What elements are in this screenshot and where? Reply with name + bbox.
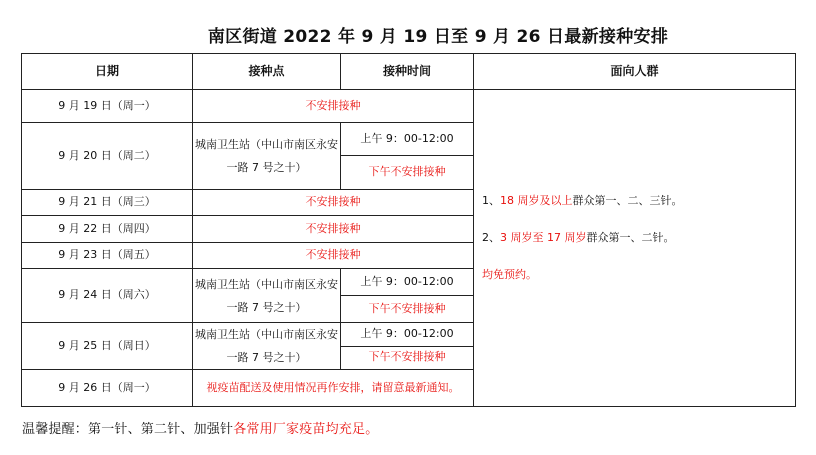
site-address: 城南卫生站（中山市南区永安一路 7 号之十） xyxy=(193,269,341,323)
pending-notice: 视疫苗配送及使用情况再作安排，请留意最新通知。 xyxy=(193,370,474,407)
header-time: 接种时间 xyxy=(341,54,474,90)
afternoon-note: 下午不安排接种 xyxy=(341,296,474,323)
reminder-highlight: 各常用厂家疫苗均充足。 xyxy=(233,422,379,437)
afternoon-note: 下午不安排接种 xyxy=(341,346,474,370)
row-date: 9 月 25 日（周日） xyxy=(22,323,193,370)
afternoon-note: 下午不安排接种 xyxy=(341,156,474,190)
audience-cell xyxy=(474,90,796,407)
morning-time: 上午 9：00-12:00 xyxy=(341,323,474,347)
row-date: 9 月 23 日（周五） xyxy=(22,243,193,269)
morning-time: 上午 9：00-12:00 xyxy=(341,269,474,296)
audience-line-2: 2、3 周岁至 17 周岁群众第一、二针。 xyxy=(482,230,675,244)
reminder-label: 温馨提醒：第一针、第二针、加强针 xyxy=(22,422,234,437)
no-vaccination-note: 不安排接种 xyxy=(193,90,474,123)
header-date: 日期 xyxy=(22,54,193,90)
header-audience: 面向人群 xyxy=(474,54,796,90)
site-address: 城南卫生站（中山市南区永安一路 7 号之十） xyxy=(193,323,341,370)
row-date: 9 月 24 日（周六） xyxy=(22,269,193,323)
no-vaccination-note: 不安排接种 xyxy=(193,216,474,243)
reminder-note xyxy=(22,418,378,437)
morning-time: 上午 9：00-12:00 xyxy=(341,123,474,156)
header-site: 接种点 xyxy=(193,54,341,90)
row-date: 9 月 20 日（周二） xyxy=(22,123,193,190)
table-row xyxy=(22,90,796,123)
row-date: 9 月 22 日（周四） xyxy=(22,216,193,243)
schedule-table xyxy=(21,53,796,407)
row-date: 9 月 21 日（周三） xyxy=(22,190,193,216)
audience-line-1: 1、18 周岁及以上群众第一、二、三针。 xyxy=(482,193,683,207)
site-address: 城南卫生站（中山市南区永安一路 7 号之十） xyxy=(193,123,341,190)
page-title: 南区街道 2022 年 9 月 19 日至 9 月 26 日最新接种安排 xyxy=(207,27,669,47)
row-date: 9 月 19 日（周一） xyxy=(22,90,193,123)
audience-line-3: 均免预约。 xyxy=(482,267,537,281)
row-date: 9 月 26 日（周一） xyxy=(22,370,193,407)
no-vaccination-note: 不安排接种 xyxy=(193,243,474,269)
no-vaccination-note: 不安排接种 xyxy=(193,190,474,216)
header-row xyxy=(22,54,796,90)
